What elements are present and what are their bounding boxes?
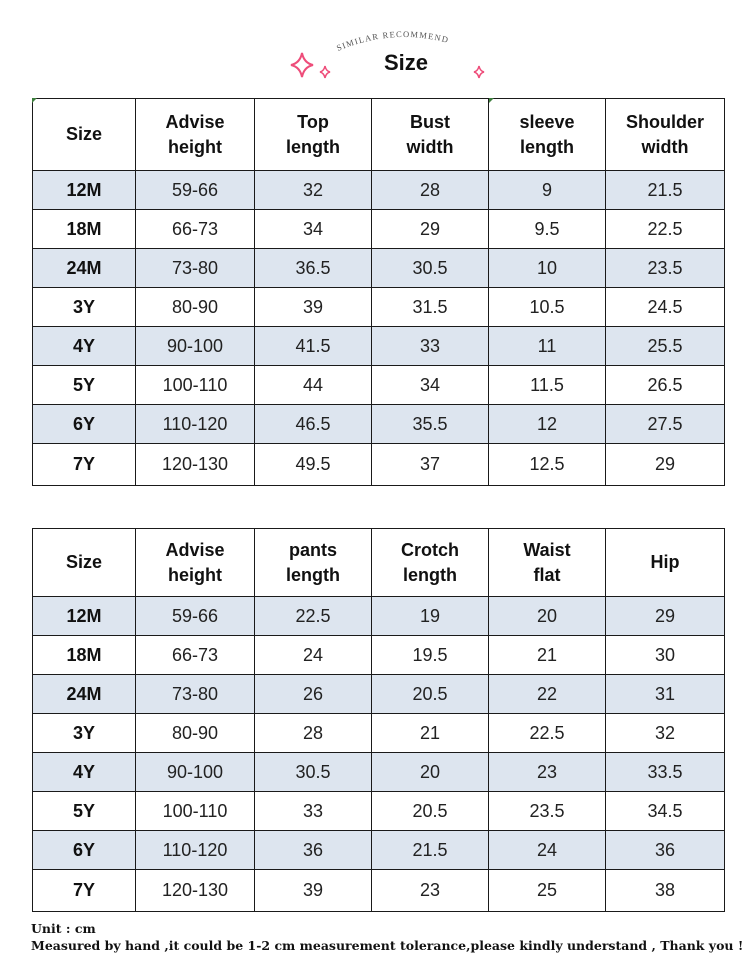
measurement-note: Measured by hand ,it could be 1-2 cm measurement tolerance,please kindly understand , Thank you ! <box>31 938 744 953</box>
header-decoration <box>0 0 750 95</box>
value-cell: 23 <box>372 870 489 912</box>
table-row <box>33 714 725 753</box>
value-cell: 23 <box>489 753 606 792</box>
value-cell: 32 <box>606 714 725 753</box>
value-cell: 46.5 <box>255 405 372 444</box>
value-cell: 27.5 <box>606 405 725 444</box>
column-header <box>136 99 255 171</box>
value-cell: 49.5 <box>255 444 372 486</box>
size-cell: 7Y <box>33 870 136 912</box>
value-cell: 35.5 <box>372 405 489 444</box>
column-header <box>606 529 725 597</box>
size-cell: 5Y <box>33 792 136 831</box>
column-header-line: pants <box>288 539 337 560</box>
value-cell: 33 <box>255 792 372 831</box>
column-header <box>606 99 725 171</box>
table-row <box>33 675 725 714</box>
size-cell: 24M <box>33 249 136 288</box>
value-cell: 36 <box>255 831 372 870</box>
value-cell: 39 <box>255 870 372 912</box>
value-cell: 110-120 <box>136 405 255 444</box>
value-cell: 100-110 <box>136 366 255 405</box>
value-cell: 9 <box>489 171 606 210</box>
size-cell: 4Y <box>33 327 136 366</box>
value-cell: 24.5 <box>606 288 725 327</box>
table-row <box>33 636 725 675</box>
column-header-line: Advise <box>165 539 225 560</box>
value-cell: 36 <box>606 831 725 870</box>
value-cell: 20 <box>489 597 606 636</box>
value-cell: 12 <box>489 405 606 444</box>
value-cell: 39 <box>255 288 372 327</box>
column-header-line: Waist <box>523 539 571 560</box>
column-header-line: width <box>406 136 454 157</box>
column-header-line: flat <box>533 564 561 585</box>
value-cell: 120-130 <box>136 870 255 912</box>
value-cell: 30.5 <box>372 249 489 288</box>
table-row <box>33 870 725 912</box>
column-header-line: height <box>168 564 222 585</box>
value-cell: 22.5 <box>606 210 725 249</box>
size-cell: 5Y <box>33 366 136 405</box>
size-cell: 24M <box>33 675 136 714</box>
size-cell: 4Y <box>33 753 136 792</box>
value-cell: 36.5 <box>255 249 372 288</box>
column-header-line: Advise <box>165 111 225 132</box>
column-header <box>489 529 606 597</box>
value-cell: 20.5 <box>372 792 489 831</box>
value-cell: 22.5 <box>255 597 372 636</box>
value-cell: 66-73 <box>136 636 255 675</box>
value-cell: 32 <box>255 171 372 210</box>
value-cell: 12.5 <box>489 444 606 486</box>
value-cell: 21.5 <box>606 171 725 210</box>
value-cell: 26 <box>255 675 372 714</box>
value-cell: 25.5 <box>606 327 725 366</box>
value-cell: 73-80 <box>136 675 255 714</box>
size-cell: 6Y <box>33 831 136 870</box>
value-cell: 34 <box>255 210 372 249</box>
table-row <box>33 327 725 366</box>
table-row <box>33 831 725 870</box>
value-cell: 29 <box>606 444 725 486</box>
column-header-line: length <box>520 136 574 157</box>
value-cell: 90-100 <box>136 753 255 792</box>
pants-size-table <box>32 528 725 912</box>
value-cell: 24 <box>255 636 372 675</box>
value-cell: 33 <box>372 327 489 366</box>
header <box>0 0 750 95</box>
value-cell: 23.5 <box>489 792 606 831</box>
value-cell: 20 <box>372 753 489 792</box>
column-header-line: Bust <box>410 111 450 132</box>
column-header-line: length <box>286 564 340 585</box>
column-header-line: Crotch <box>401 539 459 560</box>
table-row <box>33 444 725 486</box>
value-cell: 41.5 <box>255 327 372 366</box>
top-size-table <box>32 98 725 486</box>
value-cell: 38 <box>606 870 725 912</box>
value-cell: 31.5 <box>372 288 489 327</box>
corner-mark <box>32 98 37 103</box>
column-header <box>372 99 489 171</box>
value-cell: 28 <box>372 171 489 210</box>
value-cell: 29 <box>372 210 489 249</box>
table-row <box>33 597 725 636</box>
table-row <box>33 405 725 444</box>
column-header <box>33 529 136 597</box>
column-header-line: Hip <box>650 552 680 572</box>
column-header <box>372 529 489 597</box>
value-cell: 31 <box>606 675 725 714</box>
size-cell: 6Y <box>33 405 136 444</box>
column-header-line: width <box>641 136 689 157</box>
value-cell: 28 <box>255 714 372 753</box>
value-cell: 21 <box>489 636 606 675</box>
table-row <box>33 753 725 792</box>
value-cell: 30.5 <box>255 753 372 792</box>
value-cell: 10 <box>489 249 606 288</box>
value-cell: 21.5 <box>372 831 489 870</box>
value-cell: 20.5 <box>372 675 489 714</box>
table-row <box>33 366 725 405</box>
size-cell: 12M <box>33 171 136 210</box>
table-row <box>33 210 725 249</box>
value-cell: 120-130 <box>136 444 255 486</box>
value-cell: 34 <box>372 366 489 405</box>
value-cell: 30 <box>606 636 725 675</box>
value-cell: 10.5 <box>489 288 606 327</box>
value-cell: 66-73 <box>136 210 255 249</box>
value-cell: 19 <box>372 597 489 636</box>
size-cell: 12M <box>33 597 136 636</box>
value-cell: 73-80 <box>136 249 255 288</box>
table-row <box>33 792 725 831</box>
value-cell: 37 <box>372 444 489 486</box>
header-subtitle: SIMILAR RECOMMEND <box>334 28 451 53</box>
size-cell: 7Y <box>33 444 136 486</box>
column-header-line: Size <box>65 552 103 572</box>
column-header <box>255 99 372 171</box>
value-cell: 59-66 <box>136 171 255 210</box>
table-row <box>33 288 725 327</box>
value-cell: 100-110 <box>136 792 255 831</box>
column-header-line: Size <box>65 124 103 144</box>
size-cell: 18M <box>33 210 136 249</box>
value-cell: 26.5 <box>606 366 725 405</box>
value-cell: 59-66 <box>136 597 255 636</box>
value-cell: 80-90 <box>136 288 255 327</box>
column-header <box>136 529 255 597</box>
table-row <box>33 171 725 210</box>
value-cell: 22.5 <box>489 714 606 753</box>
unit-note: Unit : cm <box>31 921 96 936</box>
value-cell: 22 <box>489 675 606 714</box>
value-cell: 9.5 <box>489 210 606 249</box>
column-header-line: length <box>286 136 340 157</box>
size-cell: 3Y <box>33 288 136 327</box>
column-header <box>255 529 372 597</box>
value-cell: 25 <box>489 870 606 912</box>
column-header <box>489 99 606 171</box>
value-cell: 11.5 <box>489 366 606 405</box>
column-header-line: Shoulder <box>625 111 704 132</box>
value-cell: 33.5 <box>606 753 725 792</box>
corner-mark <box>489 98 494 103</box>
value-cell: 44 <box>255 366 372 405</box>
value-cell: 80-90 <box>136 714 255 753</box>
value-cell: 34.5 <box>606 792 725 831</box>
value-cell: 110-120 <box>136 831 255 870</box>
table-row <box>33 249 725 288</box>
value-cell: 11 <box>489 327 606 366</box>
value-cell: 19.5 <box>372 636 489 675</box>
size-cell: 3Y <box>33 714 136 753</box>
table-header-row <box>33 529 725 597</box>
table-header-row <box>33 99 725 171</box>
column-header-line: length <box>403 564 457 585</box>
value-cell: 23.5 <box>606 249 725 288</box>
value-cell: 90-100 <box>136 327 255 366</box>
value-cell: 29 <box>606 597 725 636</box>
column-header-line: Top <box>297 111 329 132</box>
value-cell: 24 <box>489 831 606 870</box>
size-cell: 18M <box>33 636 136 675</box>
page-title: Size <box>383 50 429 75</box>
column-header-line: height <box>168 136 222 157</box>
value-cell: 21 <box>372 714 489 753</box>
notes <box>31 920 743 954</box>
column-header-line: sleeve <box>519 111 575 132</box>
column-header <box>33 99 136 171</box>
